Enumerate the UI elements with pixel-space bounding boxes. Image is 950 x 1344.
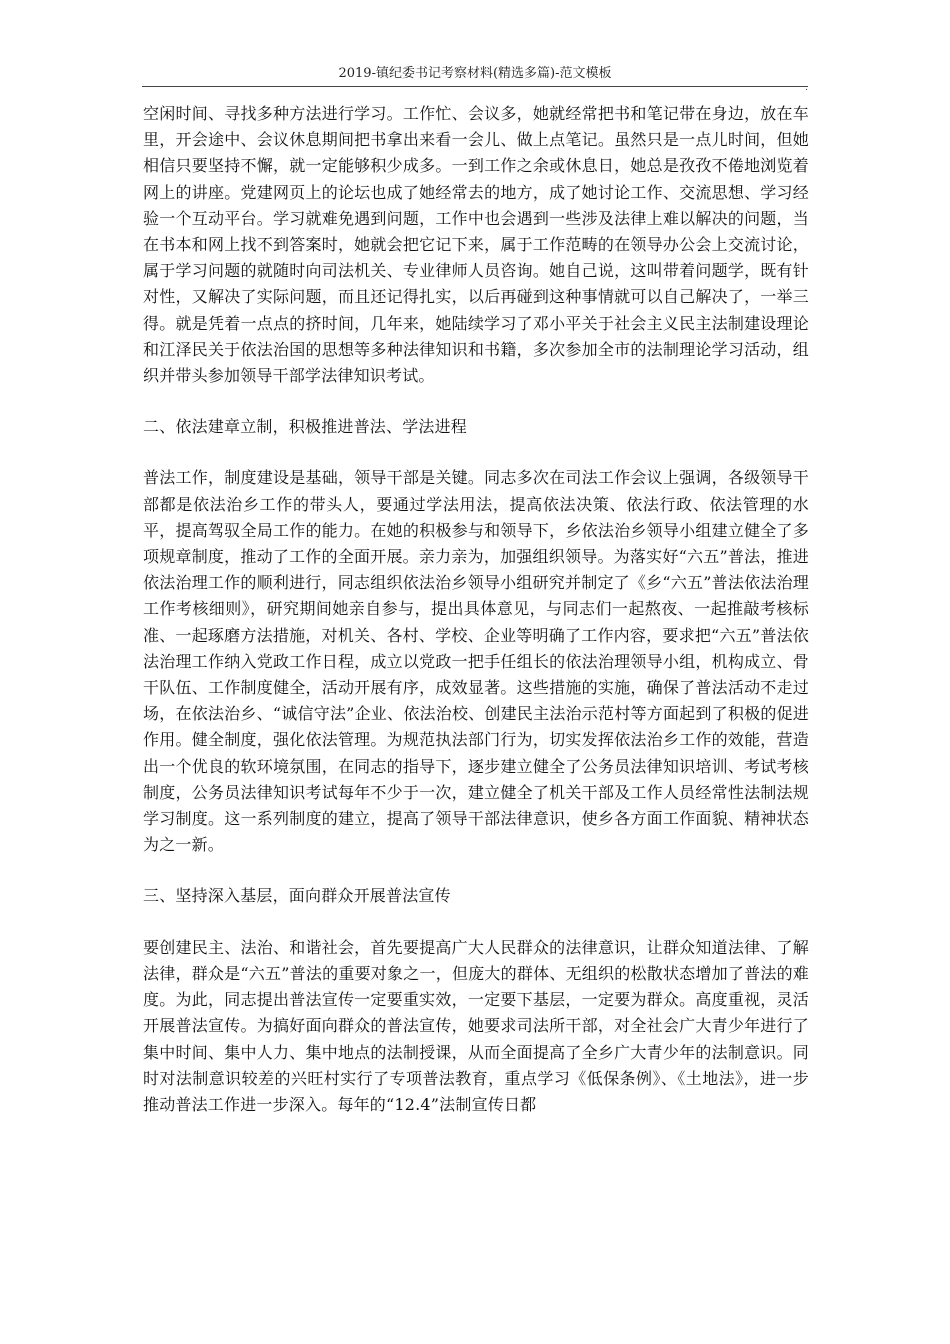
header-divider — [142, 86, 808, 87]
page-header: 2019-镇纪委书记考察材料(精选多篇)-范文模板 — [338, 66, 612, 81]
body-paragraph: 普法工作，制度建设是基础，领导干部是关键。同志多次在司法工作会议上强调，各级领导干部都是依法治乡工作的带头人，要通过学法用法，提高依法决策、依法行政、依法管理的水平，提高驾驭全局工作的能力。在她的积极参与和领导下，乡依法治乡领导小组建立健全了多项规章制度，推动了工作的全面开展。亲力亲为，加强组织领导。为落实好“六五”普法，推进依法治理工作的顺利进行，同志组织依法治乡领导小组研究并制定了《乡“六五”普法依法治理工作考核细则》，研究期间她亲自参与，提出具体意见，与同志们一起熬夜、一起推敲考核标准、一起琢磨方法措施，对机关、各村、学校、企业等明确了工作内容，要求把“六五”普法依法治理工作纳入党政工作日程，成立以党政一把手任组长的依法治理领导小组，机构成立、骨干队伍、工作制度健全，活动开展有序，成效显著。这些措施的实施，确保了普法活动不走过场，在依法治乡、“诚信守法”企业、依法治校、创建民主法治示范村等方面起到了积极的促进作用。健全制度，强化依法管理。为规范执法部门行为，切实发挥依法治乡工作的效能，营造出一个优良的软环境氛围，在同志的指导下，逐步建立健全了公务员法律知识培训、考试考核制度，公务员法律知识考试每年不少于一次，建立健全了机关干部及工作人员经常性法制法规学习制度。这一系列制度的建立，提高了领导干部法律意识，使乡各方面工作面貌、精神状态为之一新。 — [143, 468, 809, 855]
document-body — [143, 101, 809, 1118]
section-heading: 二、依法建章立制，积极推进普法、学法进程 — [143, 417, 468, 437]
section-heading: 三、坚持深入基层，面向群众开展普法宣传 — [143, 886, 451, 906]
body-paragraph: 要创建民主、法治、和谐社会，首先要提高广大人民群众的法律意识，让群众知道法律、了解法律，群众是“六五”普法的重要对象之一，但庞大的群体、无组织的松散状态增加了普法的难度。为此，同志提出普法宣传一定要重实效，一定要下基层，一定要为群众。高度重视，灵活开展普法宣传。为搞好面向群众的普法宣传，她要求司法所干部，对全社会广大青少年进行了集中时间、集中人力、集中地点的法制授课，从而全面提高了全乡广大青少年的法制意识。同时对法制意识较差的兴旺村实行了专项普法教育，重点学习《低保条例》、《土地法》，进一步推动普法工作进一步深入。每年的“12.4”法制宣传日都 — [143, 937, 809, 1114]
body-paragraph: 空闲时间、寻找多种方法进行学习。工作忙、会议多，她就经常把书和笔记带在身边，放在车里，开会途中、会议休息期间把书拿出来看一会儿、做上点笔记。虽然只是一点儿时间，但她相信只要坚持不懈，就一定能够积少成多。一到工作之余或休息日，她总是孜孜不倦地浏览着网上的讲座。党建网页上的论坛也成了她经常去的地方，成了她讨论工作、交流思想、学习经验一个互动平台。学习就难免遇到问题，工作中也会遇到一些涉及法律上难以解决的问题，当在书本和网上找不到答案时，她就会把它记下来，属于工作范畴的在领导办公会上交流讨论，属于学习问题的就随时向司法机关、专业律师人员咨询。她自己说，这叫带着问题学，既有针对性，又解决了实际问题，而且还记得扎实，以后再碰到这种事情就可以自己解决了，一举三得。就是凭着一点点的挤时间，几年来，她陆续学习了邓小平关于社会主义民主法制建设理论和江泽民关于依法治国的思想等多种法律知识和书籍，多次参加全市的法制理论学习活动，组织并带头参加领导干部学法律知识考试。 — [143, 104, 809, 386]
header-dot: . — [805, 83, 808, 93]
